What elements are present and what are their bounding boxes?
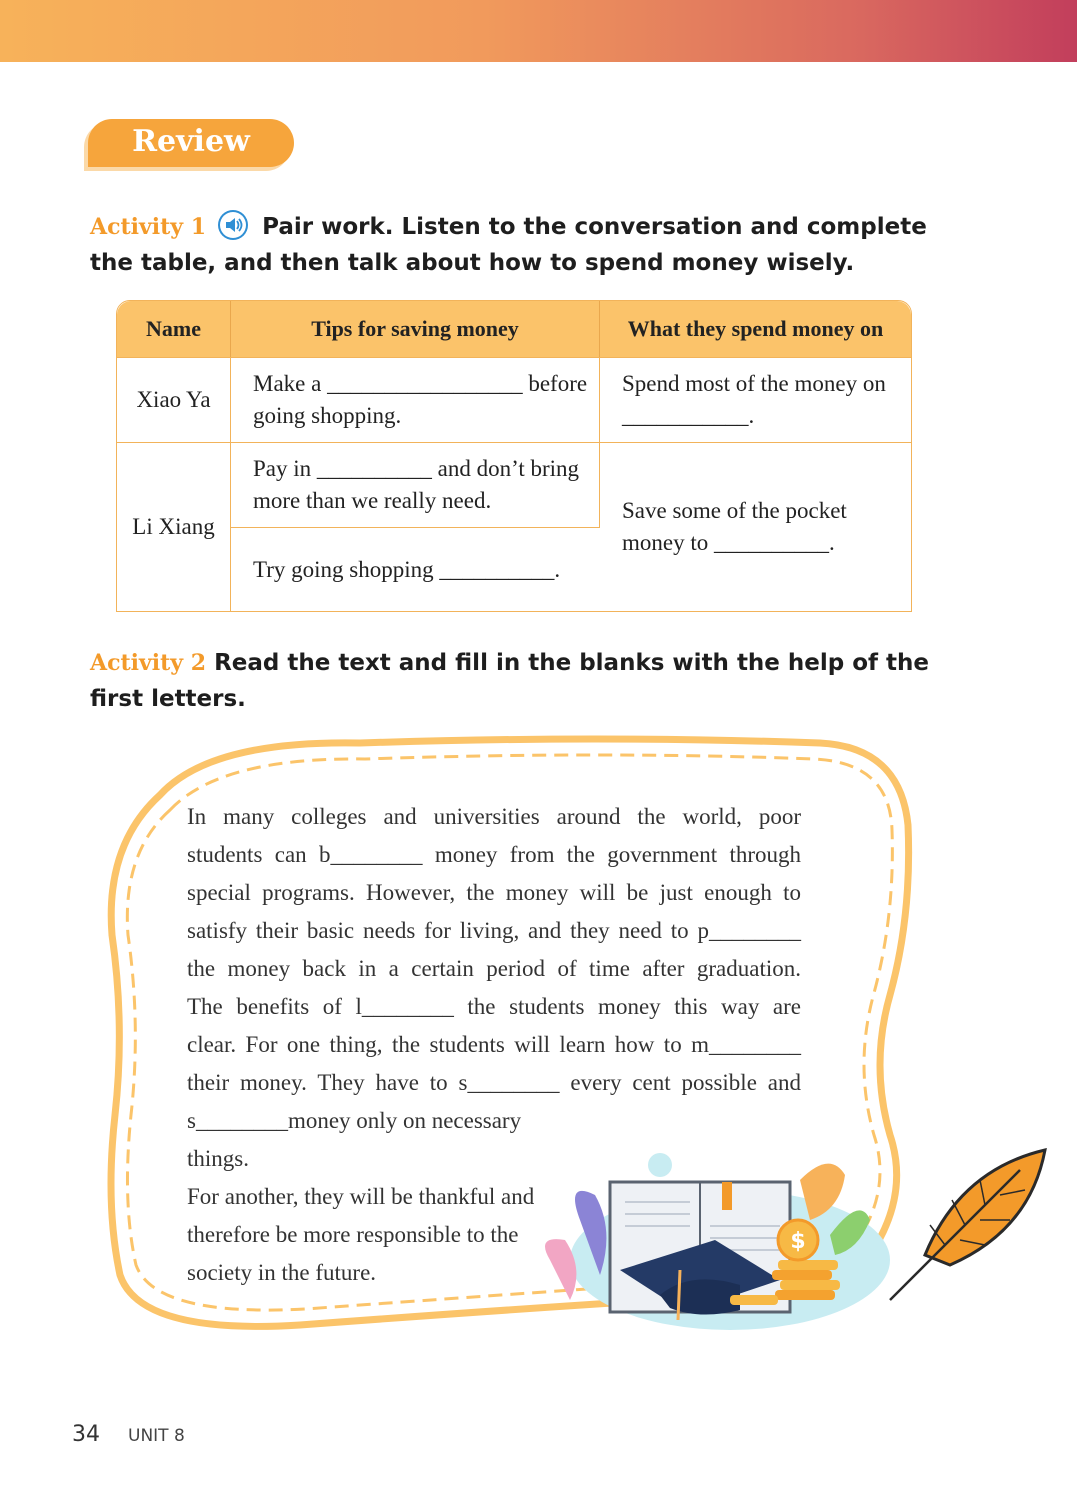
passage-line: For another, they will be thankful and (187, 1184, 535, 1209)
table-header-row (117, 301, 911, 357)
passage-line: s________money only on necessary things. (187, 1108, 522, 1171)
activity2-instruction: Read the text and fill in the blanks with the help of the first letters. (90, 650, 930, 712)
cell-spend-xiaoya: Spend most of the money on ___________. (600, 357, 911, 442)
activity1-instruction: Pair work. Listen to the conversation and complete the table, and then talk about how to spend money wisely. (90, 214, 927, 276)
cell-name-xiaoya: Xiao Ya (117, 357, 231, 442)
passage-line: students can b________ money from the government through (187, 842, 801, 867)
speaker-icon[interactable] (218, 210, 248, 240)
header-spend: What they spend money on (600, 301, 911, 357)
cell-tip-xiaoya: Make a _________________ before going shopping. (231, 357, 600, 442)
passage-line: their money. They have to s________ every cent possible and (187, 1070, 801, 1095)
passage-line: clear. For one thing, the students will learn how to m________ (187, 1032, 801, 1057)
review-tab (88, 119, 294, 167)
leaf-quill-icon (890, 1150, 1045, 1300)
activity2-heading (90, 645, 930, 717)
table-row-lixiang (117, 442, 911, 527)
cell-name-lixiang: Li Xiang (117, 442, 231, 611)
activity1-label: Activity 1 (90, 214, 207, 240)
passage-line: special programs. However, the money will be just enough to (187, 880, 801, 905)
passage-line: In many colleges and universities around the world, poor (187, 804, 801, 829)
graduation-illustration (540, 1140, 1060, 1340)
passage-line: the money back in a certain period of time after graduation. (187, 956, 801, 981)
passage-tail (187, 1102, 587, 1292)
svg-text:$: $ (790, 1229, 806, 1254)
review-label: Review (132, 124, 250, 159)
activity2-label: Activity 2 (90, 650, 207, 676)
cell-tip2-lixiang: Try going shopping __________. (231, 527, 600, 611)
passage-line: society in the future. (187, 1260, 377, 1285)
tips-table (116, 300, 912, 612)
passage-line: satisfy their basic needs for living, and they need to p________ (187, 918, 801, 943)
passage (187, 798, 801, 1102)
table-row-xiaoya (117, 357, 911, 442)
unit-label: UNIT 8 (128, 1426, 185, 1446)
header-tips: Tips for saving money (231, 301, 600, 357)
top-banner (0, 0, 1077, 62)
passage-line: therefore be more responsible to the (187, 1222, 519, 1247)
page-number: 34 (72, 1422, 100, 1447)
cell-tip1-lixiang: Pay in __________ and don’t bring more than we really need. (231, 442, 600, 527)
cell-spend-lixiang: Save some of the pocket money to __________. (600, 442, 911, 611)
header-name: Name (117, 301, 231, 357)
passage-line: The benefits of l________ the students money this way are (187, 994, 801, 1019)
activity1-heading (90, 209, 930, 281)
